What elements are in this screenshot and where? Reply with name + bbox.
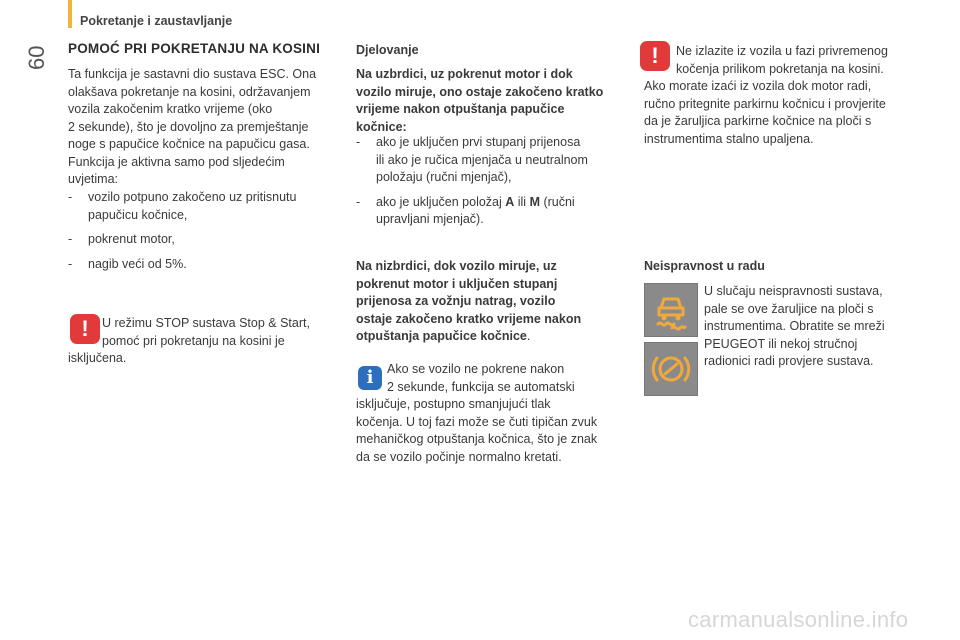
brake-warning-lamp-icon xyxy=(644,342,698,396)
info-text-tail: isključuje, postupno smanjujući tlak kočenja. U toj fazi može se čuti tipičan zvuk mehaničkog otpuštanja kočnica, što je znak da se vozilo počinje normalno kretati. xyxy=(356,397,598,464)
skid-warning-lamp-icon xyxy=(644,283,698,337)
warning-text-lead: Ne izlazite iz vozila u fazi privremenog kočenja prilikom pokretanja na kosini. xyxy=(676,44,888,76)
list-item: - pokrenut motor, xyxy=(68,232,175,246)
header-accent-bar xyxy=(68,0,72,28)
section-title: POMOĆ PRI POKRETANJU NA KOSINI xyxy=(68,41,321,56)
info-icon: i xyxy=(358,366,382,390)
operation-heading: Djelovanje xyxy=(356,43,419,57)
list-item: - ako je uključen položaj A ili M (ručni upravljani mjenjač). xyxy=(356,194,575,226)
list-item: - nagib veći od 5%. xyxy=(68,256,187,271)
header-title: Pokretanje i zaustavljanje xyxy=(80,14,233,28)
fault-text: U slučaju neispravnosti sustava, pale se ove žaruljice na ploči s instrumentima. Obratite se mreži PEUGEOT ili nekoj stručnoj radionici radi provjere sustava. xyxy=(704,284,885,368)
page-number: 60 xyxy=(24,45,49,70)
warning-text-lead: U režimu STOP sustava Stop & Start, pomoć pri pokretanju na kosini je xyxy=(102,316,310,348)
uphill-heading: Na uzbrdici, uz pokrenut motor i dok vozilo miruje, ono ostaje zakočeno kratko vrijeme nakon otpuštanja papučice kočnice: xyxy=(356,67,604,134)
conditions-list xyxy=(68,189,344,273)
warning-icon: ! xyxy=(640,41,670,71)
fault-heading: Neispravnost u radu xyxy=(644,259,765,273)
intro-paragraph: Ta funkcija je sastavni dio sustava ESC. Ona olakšava pokretanje na kosini, održavanjem vozila zakočenim kratko vrijeme (oko 2 sekunde), što je dovoljno za premještanje noge s papučice kočnice na papučicu gasa. Funkcija je aktivna samo pod sljedećim uvjetima: xyxy=(68,67,317,186)
list-item: - ako je uključen prvi stupanj prijenosa ili ako je ručica mjenjača u neutralnom položaju (ručni mjenjač), xyxy=(356,135,588,184)
warning-text-tail: isključena. xyxy=(68,351,127,365)
list-item: - vozilo potpuno zakočeno uz pritisnutu papučicu kočnice, xyxy=(68,190,297,222)
downhill-paragraph: Na nizbrdici, dok vozilo miruje, uz pokrenut motor i uključen stupanj prijenosa za vožnju natrag, vozilo ostaje zakočeno kratko vrijeme nakon otpuštanja papučice kočnice. xyxy=(356,259,582,343)
warning-text-tail: Ako morate izaći iz vozila dok motor radi, ručno pritegnite parkirnu kočnicu i provjerite da je žaruljica parkirne kočnice na ploči s instrumentima stalno upaljena. xyxy=(644,79,886,146)
info-text-lead: Ako se vozilo ne pokrene nakon 2 sekunde, funkcija se automatski xyxy=(387,362,575,394)
uphill-list xyxy=(356,134,632,229)
warning-icon: ! xyxy=(70,314,100,344)
watermark: carmanualsonline.info xyxy=(688,607,909,632)
